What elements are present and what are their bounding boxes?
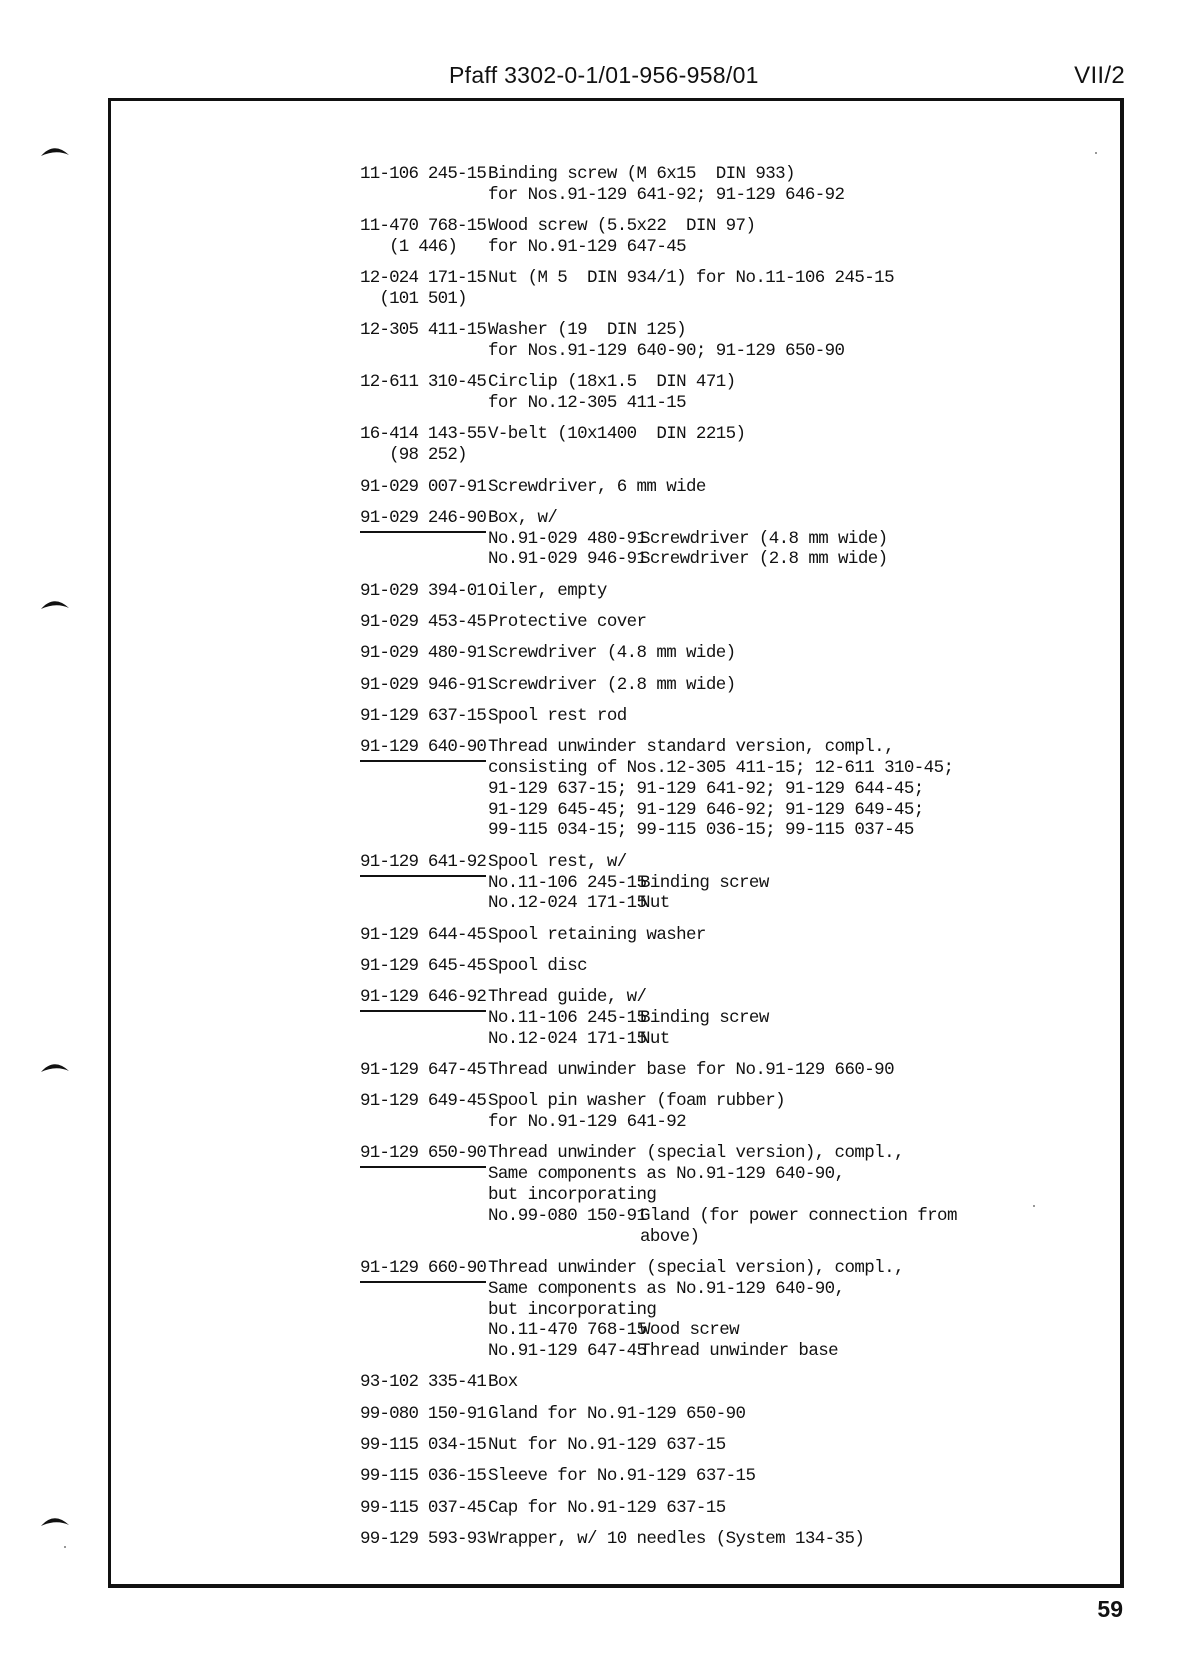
part-number-text: 99-129 593-93 <box>360 1528 487 1549</box>
part-number-text: 91-129 641-92 <box>360 852 486 877</box>
part-number <box>360 508 488 570</box>
description-line: Gland for No.91-129 650-90 <box>488 1403 746 1424</box>
part-number <box>360 581 488 602</box>
description-line: Circlip (18x1.5 DIN 471) <box>488 372 736 393</box>
part-number <box>360 1404 488 1425</box>
component-description: Screwdriver (2.8 mm wide) <box>640 549 888 570</box>
part-description <box>488 216 755 258</box>
part-number-alt: (101 501) <box>360 288 467 309</box>
component-number: No.11-470 768-15 <box>488 1320 647 1341</box>
component-line <box>488 529 888 550</box>
part-number-text: 99-080 150-91 <box>360 1403 487 1424</box>
part-number <box>360 1143 488 1247</box>
component-description: Wood screw <box>640 1320 740 1341</box>
part-number-text: 11-470 768-15 <box>360 216 487 237</box>
part-description <box>488 1258 904 1362</box>
part-number-text: 16-414 143-55 <box>360 424 487 445</box>
part-description <box>488 1060 894 1081</box>
part-number <box>360 477 488 498</box>
component-description: Gland (for power connection from <box>640 1205 957 1226</box>
description-line: for No.12-305 411-15 <box>488 393 687 414</box>
part-description <box>488 1435 726 1456</box>
part-number-text: 91-129 640-90 <box>360 737 486 762</box>
component-number: No.91-129 647-45 <box>488 1341 647 1362</box>
part-number <box>360 1466 488 1487</box>
part-description <box>488 424 745 466</box>
component-number: No.91-029 480-91 <box>488 528 647 549</box>
part-number-text: 99-115 036-15 <box>360 1466 487 1487</box>
part-entry <box>360 612 1080 633</box>
part-description <box>488 1143 957 1247</box>
description-line: but incorporating <box>488 1185 657 1206</box>
component-number: No.11-106 245-15 <box>488 1008 647 1028</box>
description-line: but incorporating <box>488 1299 657 1320</box>
part-entry <box>360 675 1080 696</box>
component-number <box>488 1227 640 1248</box>
description-line: for Nos.91-129 640-90; 91-129 650-90 <box>488 341 845 362</box>
description-line: Wrapper, w/ 10 needles (System 134-35) <box>488 1528 865 1549</box>
part-number-text: 91-129 645-45 <box>360 955 487 976</box>
part-number <box>360 1060 488 1081</box>
part-number-alt: (98 252) <box>360 445 467 466</box>
part-number <box>360 675 488 696</box>
description-line: Spool rest, w/ <box>488 851 627 872</box>
section-number: VII/2 <box>1074 62 1125 89</box>
description-line: Washer (19 DIN 125) <box>488 320 687 341</box>
component-line <box>488 873 769 894</box>
part-entry <box>360 956 1080 977</box>
description-line: Spool retaining washer <box>488 924 706 945</box>
part-entry <box>360 737 1080 841</box>
part-description <box>488 320 844 362</box>
description-line: Same components as No.91-129 640-90, <box>488 1278 845 1299</box>
part-description <box>488 852 769 914</box>
description-line: for No.91-129 641-92 <box>488 1112 687 1133</box>
part-entry <box>360 1258 1080 1362</box>
component-number: No.12-024 171-15 <box>488 893 647 914</box>
punch-hole-mark <box>40 1513 70 1527</box>
part-number-text: 91-129 637-15 <box>360 705 487 726</box>
component-description: Screwdriver (4.8 mm wide) <box>640 528 888 549</box>
component-line <box>488 1341 904 1362</box>
part-number <box>360 612 488 633</box>
part-number <box>360 1372 488 1393</box>
description-line: Thread unwinder (special version), compl., <box>488 1143 904 1164</box>
part-entry <box>360 268 1080 310</box>
part-entry <box>360 1143 1080 1247</box>
component-description: Thread unwinder base <box>640 1341 839 1362</box>
part-number <box>360 1258 488 1362</box>
part-number-text: 91-029 007-91 <box>360 476 487 497</box>
scan-speck <box>64 1546 66 1548</box>
description-line: Sleeve for No.91-129 637-15 <box>488 1466 756 1487</box>
part-description <box>488 925 706 946</box>
description-line: for Nos.91-129 641-92; 91-129 646-92 <box>488 184 845 205</box>
component-number: No.99-080 150-91 <box>488 1205 647 1226</box>
description-line: 99-115 034-15; 99-115 036-15; 99-115 037-45 <box>488 820 914 841</box>
part-number-text: 91-129 649-45 <box>360 1091 487 1112</box>
part-description <box>488 1529 864 1550</box>
part-number <box>360 320 488 362</box>
part-entry <box>360 925 1080 946</box>
description-line: Thread guide, w/ <box>488 987 647 1008</box>
part-number <box>360 1091 488 1133</box>
part-description <box>488 1372 518 1393</box>
part-description <box>488 956 587 977</box>
component-description: Nut <box>640 1028 670 1049</box>
part-number <box>360 737 488 841</box>
part-entry <box>360 1404 1080 1425</box>
component-line <box>488 1008 769 1029</box>
description-line: Binding screw (M 6x15 DIN 933) <box>488 164 795 184</box>
page-number: 59 <box>1097 1596 1123 1622</box>
description-line: Nut for No.91-129 637-15 <box>488 1435 726 1456</box>
part-description <box>488 675 736 696</box>
description-line: Same components as No.91-129 640-90, <box>488 1164 845 1185</box>
part-entry <box>360 508 1080 570</box>
description-line: Box <box>488 1372 518 1393</box>
parts-list <box>360 164 1080 1560</box>
part-description <box>488 706 627 727</box>
part-number-text: 12-305 411-15 <box>360 320 487 341</box>
part-description <box>488 477 706 498</box>
part-description <box>488 268 894 310</box>
punch-hole-mark <box>40 143 70 157</box>
description-line: Box, w/ <box>488 507 558 528</box>
part-entry <box>360 164 1080 206</box>
part-number <box>360 925 488 946</box>
part-number <box>360 372 488 414</box>
part-number-text: 91-129 647-45 <box>360 1060 487 1081</box>
part-description <box>488 1466 755 1487</box>
description-line: Thread unwinder base for No.91-129 660-90 <box>488 1060 894 1081</box>
description-line: Thread unwinder (special version), compl., <box>488 1257 904 1278</box>
description-line: Protective cover <box>488 612 647 633</box>
description-line: Oiler, empty <box>488 580 607 601</box>
part-description <box>488 164 844 206</box>
part-description <box>488 612 646 633</box>
part-number-text: 11-106 245-15 <box>360 164 487 184</box>
part-number <box>360 956 488 977</box>
part-number <box>360 987 488 1049</box>
part-entry <box>360 216 1080 258</box>
part-number-text: 12-611 310-45 <box>360 372 487 393</box>
component-line <box>488 893 769 914</box>
part-number <box>360 643 488 664</box>
part-entry <box>360 1091 1080 1133</box>
part-number <box>360 424 488 466</box>
description-line: consisting of Nos.12-305 411-15; 12-611 310-45; <box>488 758 954 779</box>
part-entry <box>360 1060 1080 1081</box>
part-number-text: 91-129 646-92 <box>360 987 486 1012</box>
part-number-text: 99-115 034-15 <box>360 1435 487 1456</box>
part-number <box>360 1435 488 1456</box>
part-entry <box>360 477 1080 498</box>
part-entry <box>360 852 1080 914</box>
part-entry <box>360 320 1080 362</box>
description-line: V-belt (10x1400 DIN 2215) <box>488 424 746 445</box>
part-entry <box>360 424 1080 466</box>
description-line: Wood screw (5.5x22 DIN 97) <box>488 216 756 237</box>
part-number <box>360 1498 488 1519</box>
part-description <box>488 737 953 841</box>
description-line: 91-129 637-15; 91-129 641-92; 91-129 644-45; <box>488 778 924 799</box>
part-number <box>360 706 488 727</box>
part-entry <box>360 1498 1080 1519</box>
part-description <box>488 372 736 414</box>
description-line: Nut (M 5 DIN 934/1) for No.11-106 245-15 <box>488 268 894 289</box>
part-number <box>360 852 488 914</box>
part-description <box>488 987 769 1049</box>
part-number <box>360 268 488 310</box>
part-number-text: 91-129 660-90 <box>360 1258 486 1283</box>
component-description: Nut <box>640 893 670 914</box>
component-line <box>488 1029 769 1050</box>
part-description <box>488 581 607 602</box>
component-line <box>488 1320 904 1341</box>
part-description <box>488 508 888 570</box>
part-entry <box>360 581 1080 602</box>
component-line <box>488 1206 957 1227</box>
part-number <box>360 216 488 258</box>
part-number-text: 91-029 480-91 <box>360 643 487 664</box>
part-number-text: 91-029 453-45 <box>360 612 487 633</box>
part-number-text: 91-129 644-45 <box>360 924 487 945</box>
component-line <box>488 1227 957 1248</box>
part-entry <box>360 987 1080 1049</box>
part-number-text: 91-029 246-90 <box>360 508 486 533</box>
description-line: Spool pin washer (foam rubber) <box>488 1091 786 1112</box>
part-entry <box>360 643 1080 664</box>
punch-hole-mark <box>40 1059 70 1073</box>
description-line: Screwdriver (4.8 mm wide) <box>488 643 736 664</box>
part-description <box>488 1404 745 1425</box>
description-line: Cap for No.91-129 637-15 <box>488 1497 726 1518</box>
description-line: Thread unwinder standard version, compl., <box>488 737 894 758</box>
component-description: Binding screw <box>640 872 769 893</box>
description-line: Screwdriver (2.8 mm wide) <box>488 674 736 695</box>
part-description <box>488 1091 785 1133</box>
part-entry <box>360 706 1080 727</box>
part-number-text: 93-102 335-41 <box>360 1372 487 1393</box>
part-entry <box>360 1529 1080 1550</box>
description-line: Spool disc <box>488 955 588 976</box>
description-line: Spool rest rod <box>488 705 627 726</box>
part-number-text: 91-029 394-01 <box>360 580 487 601</box>
part-entry <box>360 1466 1080 1487</box>
part-number-text: 91-029 946-91 <box>360 674 487 695</box>
description-line: for No.91-129 647-45 <box>488 236 687 257</box>
part-description <box>488 1498 726 1519</box>
scan-speck <box>1095 152 1097 154</box>
part-number-text: 12-024 171-15 <box>360 268 487 289</box>
part-entry <box>360 1372 1080 1393</box>
component-number: No.11-106 245-15 <box>488 872 647 893</box>
component-description: Binding screw <box>640 1008 769 1028</box>
part-description <box>488 643 736 664</box>
punch-hole-mark <box>40 596 70 610</box>
part-number-text: 99-115 037-45 <box>360 1497 487 1518</box>
description-line: 91-129 645-45; 91-129 646-92; 91-129 649-45; <box>488 799 924 820</box>
part-number-alt: (1 446) <box>360 236 458 257</box>
component-line <box>488 549 888 570</box>
page-title: Pfaff 3302-0-1/01-956-958/01 <box>449 62 759 88</box>
description-line: Screwdriver, 6 mm wide <box>488 476 706 497</box>
part-entry <box>360 372 1080 414</box>
part-entry <box>360 1435 1080 1456</box>
part-number-text: 91-129 650-90 <box>360 1143 486 1168</box>
component-description: above) <box>640 1226 700 1247</box>
part-number <box>360 164 488 206</box>
part-number <box>360 1529 488 1550</box>
component-number: No.91-029 946-91 <box>488 549 647 570</box>
component-number: No.12-024 171-15 <box>488 1028 647 1049</box>
